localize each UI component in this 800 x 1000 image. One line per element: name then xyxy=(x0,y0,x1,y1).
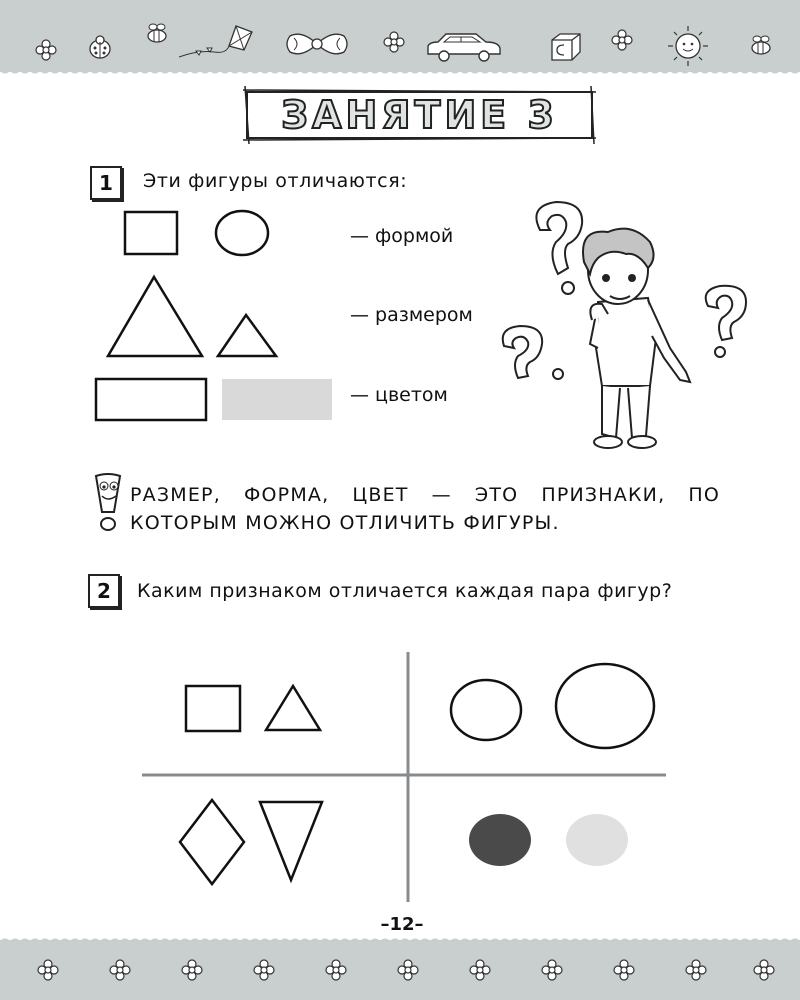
bee-icon xyxy=(142,20,172,46)
label-form: — формой xyxy=(350,225,454,247)
task-2-prompt: Каким признаком отличается каждая пара фигур? xyxy=(137,580,673,602)
rule-note: РАЗМЕР, ФОРМА, ЦВЕТ — ЭТО ПРИЗНАКИ, ПО КОТОРЫМ МОЖНО ОТЛИЧИТЬ ФИГУРЫ. xyxy=(130,484,720,534)
large-triangle-shape xyxy=(108,277,202,356)
gray-rectangle-shape xyxy=(222,379,332,420)
flower-icon xyxy=(396,958,420,982)
label-size: — размером xyxy=(350,304,473,326)
flower-icon xyxy=(34,38,58,62)
task-1-shapes xyxy=(90,200,350,430)
rhombus-shape xyxy=(180,800,244,884)
kite-icon xyxy=(174,22,254,62)
lesson-title-box xyxy=(243,86,596,144)
triangle-shape xyxy=(266,686,320,730)
small-triangle-shape xyxy=(218,315,276,356)
small-circle-shape xyxy=(451,680,521,740)
light-oval-shape xyxy=(566,814,628,866)
car-icon xyxy=(424,30,504,64)
ladybug-icon xyxy=(86,34,114,60)
flower-icon xyxy=(36,958,60,982)
bow-icon xyxy=(282,26,352,62)
flower-icon xyxy=(610,28,634,52)
flower-icon xyxy=(252,958,276,982)
task-1-prompt: Эти фигуры отличаются: xyxy=(143,170,408,192)
flower-icon xyxy=(540,958,564,982)
dark-oval-shape xyxy=(469,814,531,866)
flower-icon xyxy=(752,958,776,982)
flower-icon xyxy=(382,30,406,54)
circle-shape xyxy=(216,211,268,255)
bottom-band-edge xyxy=(0,936,800,944)
task-2-number-badge: 2 xyxy=(88,574,120,608)
question-mark-icon xyxy=(536,202,582,274)
bottom-decorative-band xyxy=(0,940,800,1000)
label-color: — цветом xyxy=(350,384,448,406)
flower-icon xyxy=(180,958,204,982)
white-rectangle-shape xyxy=(96,379,206,420)
large-circle-shape xyxy=(556,664,654,748)
lesson-title: ЗАНЯТИЕ 3 xyxy=(281,93,558,137)
inverted-triangle-shape xyxy=(260,802,322,880)
block-icon xyxy=(548,32,582,62)
sun-icon xyxy=(664,24,712,68)
exclamation-mark-icon xyxy=(90,472,126,534)
top-band-edge xyxy=(0,68,800,76)
page-number: –12– xyxy=(380,914,424,935)
flower-icon xyxy=(324,958,348,982)
task-1-number-badge: 1 xyxy=(90,166,122,200)
flower-icon xyxy=(108,958,132,982)
flower-icon xyxy=(468,958,492,982)
top-decorative-band xyxy=(0,0,800,72)
square-shape xyxy=(125,212,177,254)
bee-icon xyxy=(746,32,776,58)
thinking-boy-illustration xyxy=(498,198,758,458)
square-shape xyxy=(186,686,240,731)
task-2-shape-grid xyxy=(140,652,670,904)
question-mark-icon xyxy=(706,286,746,340)
flower-icon xyxy=(684,958,708,982)
flower-icon xyxy=(612,958,636,982)
question-mark-icon xyxy=(503,326,542,378)
